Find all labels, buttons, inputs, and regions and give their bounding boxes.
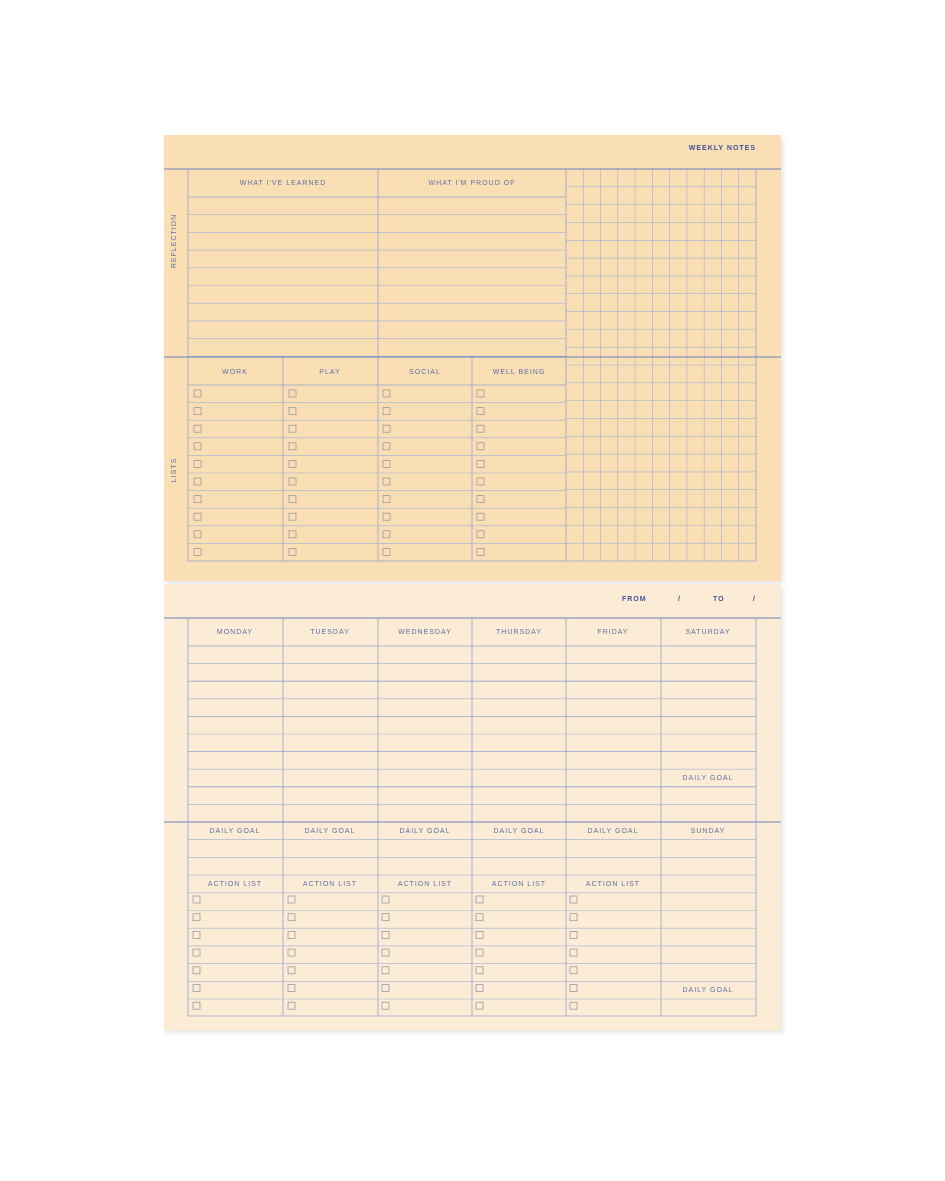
friday-header: FRIDAY [597, 629, 629, 636]
list-checkbox[interactable] [289, 425, 296, 432]
saturday-header: SATURDAY [685, 629, 731, 636]
thursday-action-list: ACTION LIST [491, 881, 547, 888]
list-checkbox[interactable] [477, 496, 484, 503]
social-column-header: SOCIAL [409, 369, 441, 376]
list-checkbox[interactable] [289, 408, 296, 415]
action-checkbox[interactable] [288, 949, 295, 956]
from-label: FROM [622, 596, 647, 603]
list-checkbox[interactable] [477, 390, 484, 397]
list-checkbox[interactable] [194, 478, 201, 485]
list-checkbox[interactable] [194, 460, 201, 467]
list-checkbox[interactable] [477, 513, 484, 520]
action-checkbox[interactable] [570, 914, 577, 921]
action-checkbox[interactable] [476, 967, 483, 974]
weekly-planner-grid [164, 584, 781, 1030]
action-checkbox[interactable] [382, 949, 389, 956]
wednesday-header: WEDNESDAY [398, 629, 452, 636]
sunday-daily-goal: DAILY GOAL [682, 987, 734, 994]
saturday-daily-goal: DAILY GOAL [682, 775, 734, 782]
list-checkbox[interactable] [477, 408, 484, 415]
learned-column-header: WHAT I'VE LEARNED [239, 180, 327, 187]
list-checkbox[interactable] [194, 390, 201, 397]
weekly-notes-sheet [164, 135, 781, 581]
list-checkbox[interactable] [289, 478, 296, 485]
action-checkbox[interactable] [193, 931, 200, 938]
action-checkbox[interactable] [288, 1002, 295, 1009]
action-checkbox[interactable] [193, 914, 200, 921]
tuesday-action-list: ACTION LIST [302, 881, 358, 888]
action-checkbox[interactable] [193, 896, 200, 903]
list-checkbox[interactable] [289, 531, 296, 538]
action-checkbox[interactable] [288, 914, 295, 921]
action-checkbox[interactable] [288, 931, 295, 938]
action-checkbox[interactable] [382, 1002, 389, 1009]
list-checkbox[interactable] [289, 390, 296, 397]
sunday-header: SUNDAY [690, 828, 726, 835]
action-checkbox[interactable] [382, 896, 389, 903]
action-checkbox[interactable] [570, 949, 577, 956]
action-checkbox[interactable] [476, 896, 483, 903]
list-checkbox[interactable] [289, 513, 296, 520]
action-checkbox[interactable] [193, 1002, 200, 1009]
list-checkbox[interactable] [289, 496, 296, 503]
action-checkbox[interactable] [288, 985, 295, 992]
list-checkbox[interactable] [289, 548, 296, 555]
action-checkbox[interactable] [193, 949, 200, 956]
list-checkbox[interactable] [194, 496, 201, 503]
list-checkbox[interactable] [477, 443, 484, 450]
proud-column-header: WHAT I'M PROUD OF [428, 180, 516, 187]
friday-daily-goal: DAILY GOAL [587, 828, 639, 835]
list-checkbox[interactable] [194, 513, 201, 520]
action-checkbox[interactable] [476, 931, 483, 938]
weekly-notes-grid [164, 135, 781, 581]
action-checkbox[interactable] [476, 1002, 483, 1009]
action-checkbox[interactable] [570, 896, 577, 903]
monday-action-list: ACTION LIST [207, 881, 263, 888]
list-checkbox[interactable] [194, 408, 201, 415]
list-checkbox[interactable] [477, 548, 484, 555]
wednesday-action-list: ACTION LIST [397, 881, 453, 888]
list-checkbox[interactable] [194, 443, 201, 450]
lists-section-label: LISTS [171, 457, 178, 483]
thursday-daily-goal: DAILY GOAL [493, 828, 545, 835]
list-checkbox[interactable] [383, 513, 390, 520]
list-checkbox[interactable] [383, 531, 390, 538]
tuesday-daily-goal: DAILY GOAL [304, 828, 356, 835]
play-column-header: PLAY [319, 369, 341, 376]
action-checkbox[interactable] [570, 985, 577, 992]
action-checkbox[interactable] [570, 967, 577, 974]
list-checkbox[interactable] [383, 496, 390, 503]
list-checkbox[interactable] [289, 460, 296, 467]
list-checkbox[interactable] [383, 425, 390, 432]
list-checkbox[interactable] [383, 478, 390, 485]
wellbeing-column-header: WELL BEING [492, 369, 546, 376]
action-checkbox[interactable] [382, 914, 389, 921]
list-checkbox[interactable] [383, 390, 390, 397]
thursday-header: THURSDAY [496, 629, 542, 636]
action-checkbox[interactable] [193, 967, 200, 974]
list-checkbox[interactable] [477, 425, 484, 432]
work-column-header: WORK [222, 369, 248, 376]
list-checkbox[interactable] [289, 443, 296, 450]
reflection-section-label: REFLECTION [171, 213, 178, 269]
weekly-notes-title: WEEKLY NOTES [688, 145, 756, 152]
action-checkbox[interactable] [288, 967, 295, 974]
friday-action-list: ACTION LIST [585, 881, 641, 888]
list-checkbox[interactable] [383, 443, 390, 450]
list-checkbox[interactable] [383, 460, 390, 467]
list-checkbox[interactable] [383, 548, 390, 555]
list-checkbox[interactable] [194, 425, 201, 432]
list-checkbox[interactable] [477, 478, 484, 485]
from-slash: / [678, 596, 681, 603]
action-checkbox[interactable] [382, 931, 389, 938]
action-checkbox[interactable] [193, 985, 200, 992]
monday-header: MONDAY [216, 629, 254, 636]
tuesday-header: TUESDAY [310, 629, 350, 636]
action-checkbox[interactable] [476, 949, 483, 956]
to-slash: / [753, 596, 756, 603]
action-checkbox[interactable] [570, 1002, 577, 1009]
list-checkbox[interactable] [477, 460, 484, 467]
action-checkbox[interactable] [476, 914, 483, 921]
list-checkbox[interactable] [194, 531, 201, 538]
action-checkbox[interactable] [570, 931, 577, 938]
to-label: TO [713, 596, 725, 603]
list-checkbox[interactable] [194, 548, 201, 555]
action-checkbox[interactable] [382, 967, 389, 974]
wednesday-daily-goal: DAILY GOAL [399, 828, 451, 835]
weekly-planner-sheet [164, 584, 781, 1030]
monday-daily-goal: DAILY GOAL [209, 828, 261, 835]
action-checkbox[interactable] [382, 985, 389, 992]
list-checkbox[interactable] [383, 408, 390, 415]
action-checkbox[interactable] [288, 896, 295, 903]
action-checkbox[interactable] [476, 985, 483, 992]
list-checkbox[interactable] [477, 531, 484, 538]
